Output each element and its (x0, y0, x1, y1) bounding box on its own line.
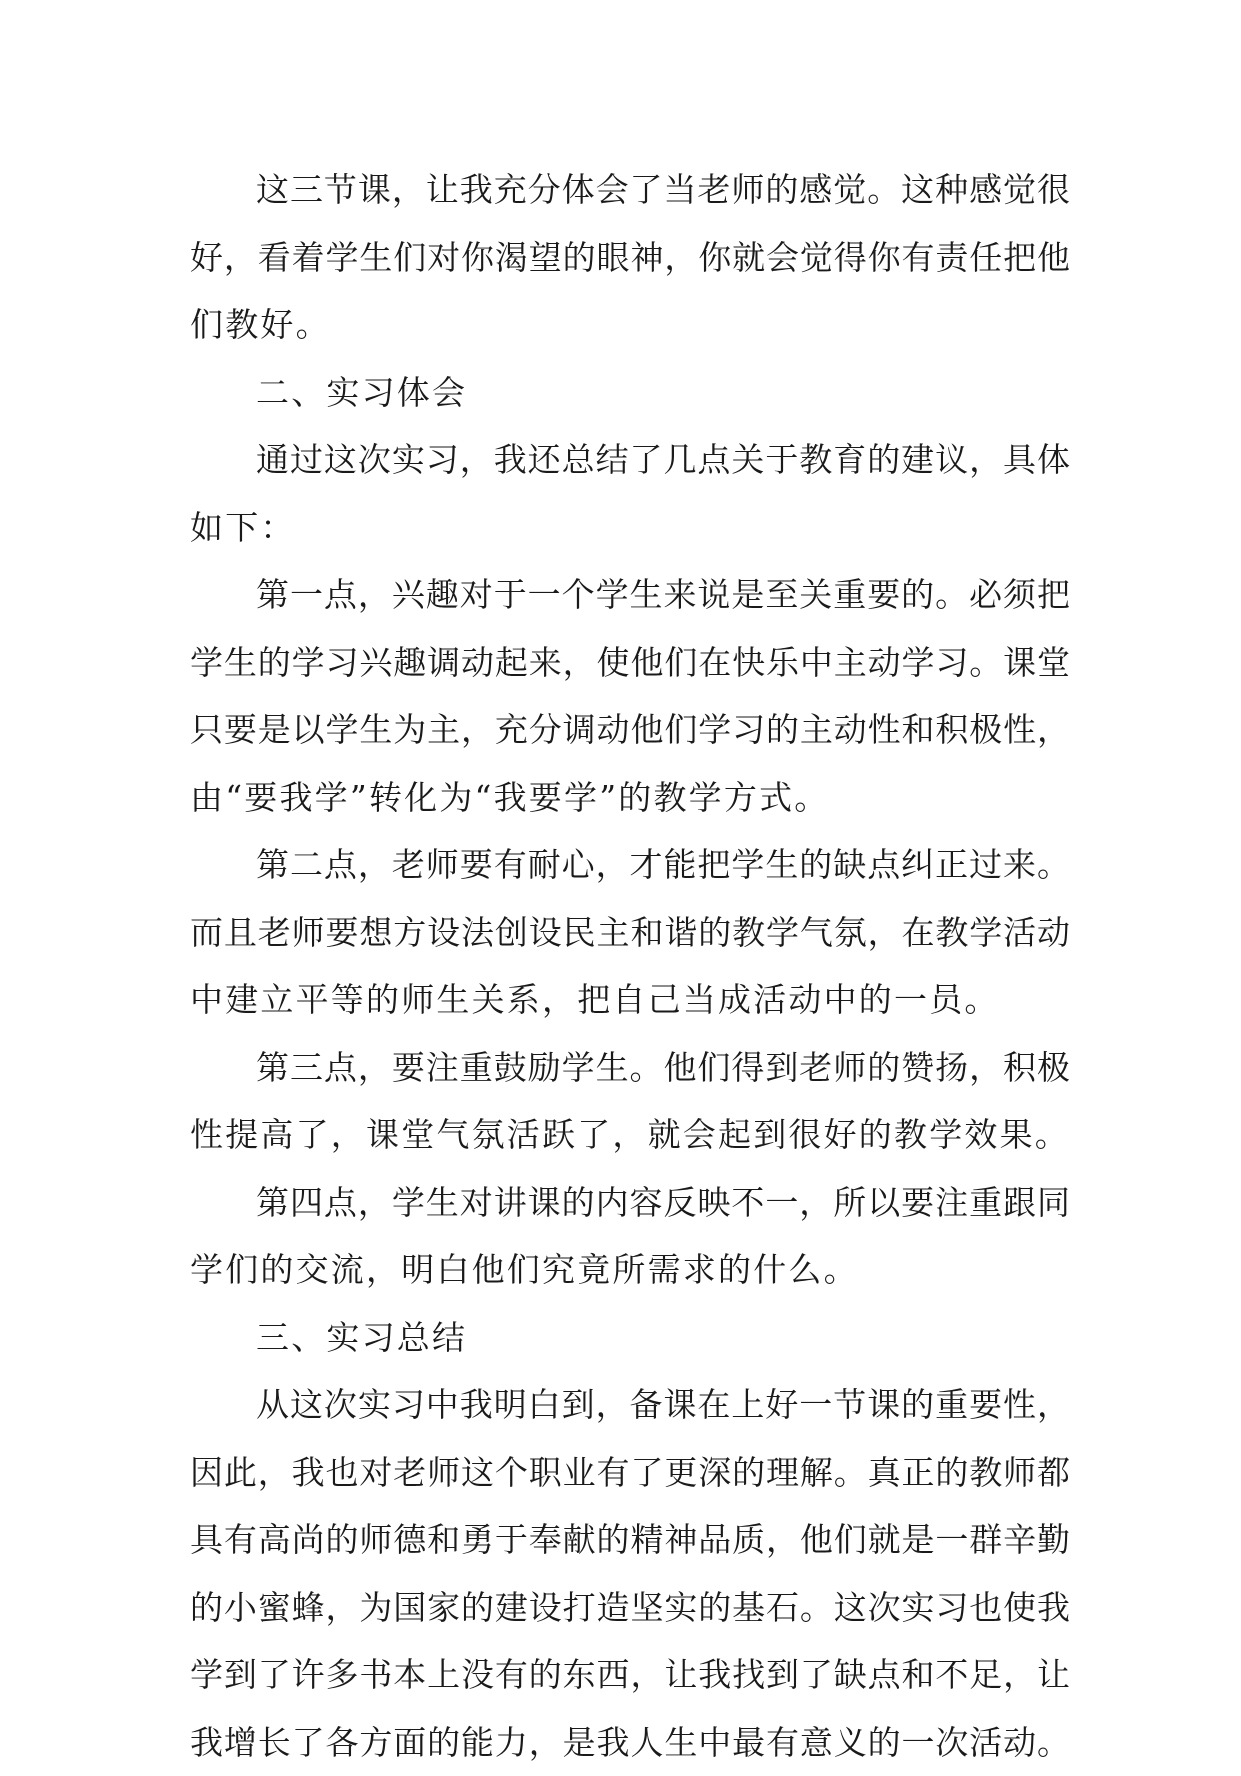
paragraph-line: 只要是以学生为主，充分调动他们学习的主动性和积极性， (190, 696, 1070, 764)
paragraph-line: 从这次实习中我明白到，备课在上好一节课的重要性， (190, 1371, 1070, 1439)
paragraph-line: 们教好。 (190, 291, 1070, 359)
paragraph-line: 性提高了，课堂气氛活跃了，就会起到很好的教学效果。 (190, 1101, 1070, 1169)
paragraph-line: 第二点，老师要有耐心，才能把学生的缺点纠正过来。 (190, 831, 1070, 899)
section-heading: 二、实习体会 (190, 359, 1070, 427)
paragraph-line: 学们的交流，明白他们究竟所需求的什么。 (190, 1236, 1070, 1304)
paragraph-line: 中建立平等的师生关系，把自己当成活动中的一员。 (190, 966, 1070, 1034)
paragraph-line: 如下： (190, 494, 1070, 562)
paragraph-line: 第一点，兴趣对于一个学生来说是至关重要的。必须把 (190, 561, 1070, 629)
paragraph-line: 而且老师要想方设法创设民主和谐的教学气氛，在教学活动 (190, 899, 1070, 967)
paragraph-line: 由“要我学”转化为“我要学”的教学方式。 (190, 764, 1070, 832)
section-heading: 三、实习总结 (190, 1304, 1070, 1372)
paragraph-line: 学到了许多书本上没有的东西，让我找到了缺点和不足，让 (190, 1641, 1070, 1709)
body-text (190, 156, 1070, 1776)
paragraph-line: 好，看着学生们对你渴望的眼神，你就会觉得你有责任把他 (190, 224, 1070, 292)
paragraph-line: 我增长了各方面的能力，是我人生中最有意义的一次活动。 (190, 1709, 1070, 1776)
paragraph-line: 因此，我也对老师这个职业有了更深的理解。真正的教师都 (190, 1439, 1070, 1507)
paragraph-line: 学生的学习兴趣调动起来，使他们在快乐中主动学习。课堂 (190, 629, 1070, 697)
paragraph-line: 第四点，学生对讲课的内容反映不一，所以要注重跟同 (190, 1169, 1070, 1237)
paragraph-line: 第三点，要注重鼓励学生。他们得到老师的赞扬，积极 (190, 1034, 1070, 1102)
paragraph-line: 具有高尚的师德和勇于奉献的精神品质，他们就是一群辛勤 (190, 1506, 1070, 1574)
paragraph-line: 通过这次实习，我还总结了几点关于教育的建议，具体 (190, 426, 1070, 494)
paragraph-line: 这三节课，让我充分体会了当老师的感觉。这种感觉很 (190, 156, 1070, 224)
paragraph-line: 的小蜜蜂，为国家的建设打造坚实的基石。这次实习也使我 (190, 1574, 1070, 1642)
